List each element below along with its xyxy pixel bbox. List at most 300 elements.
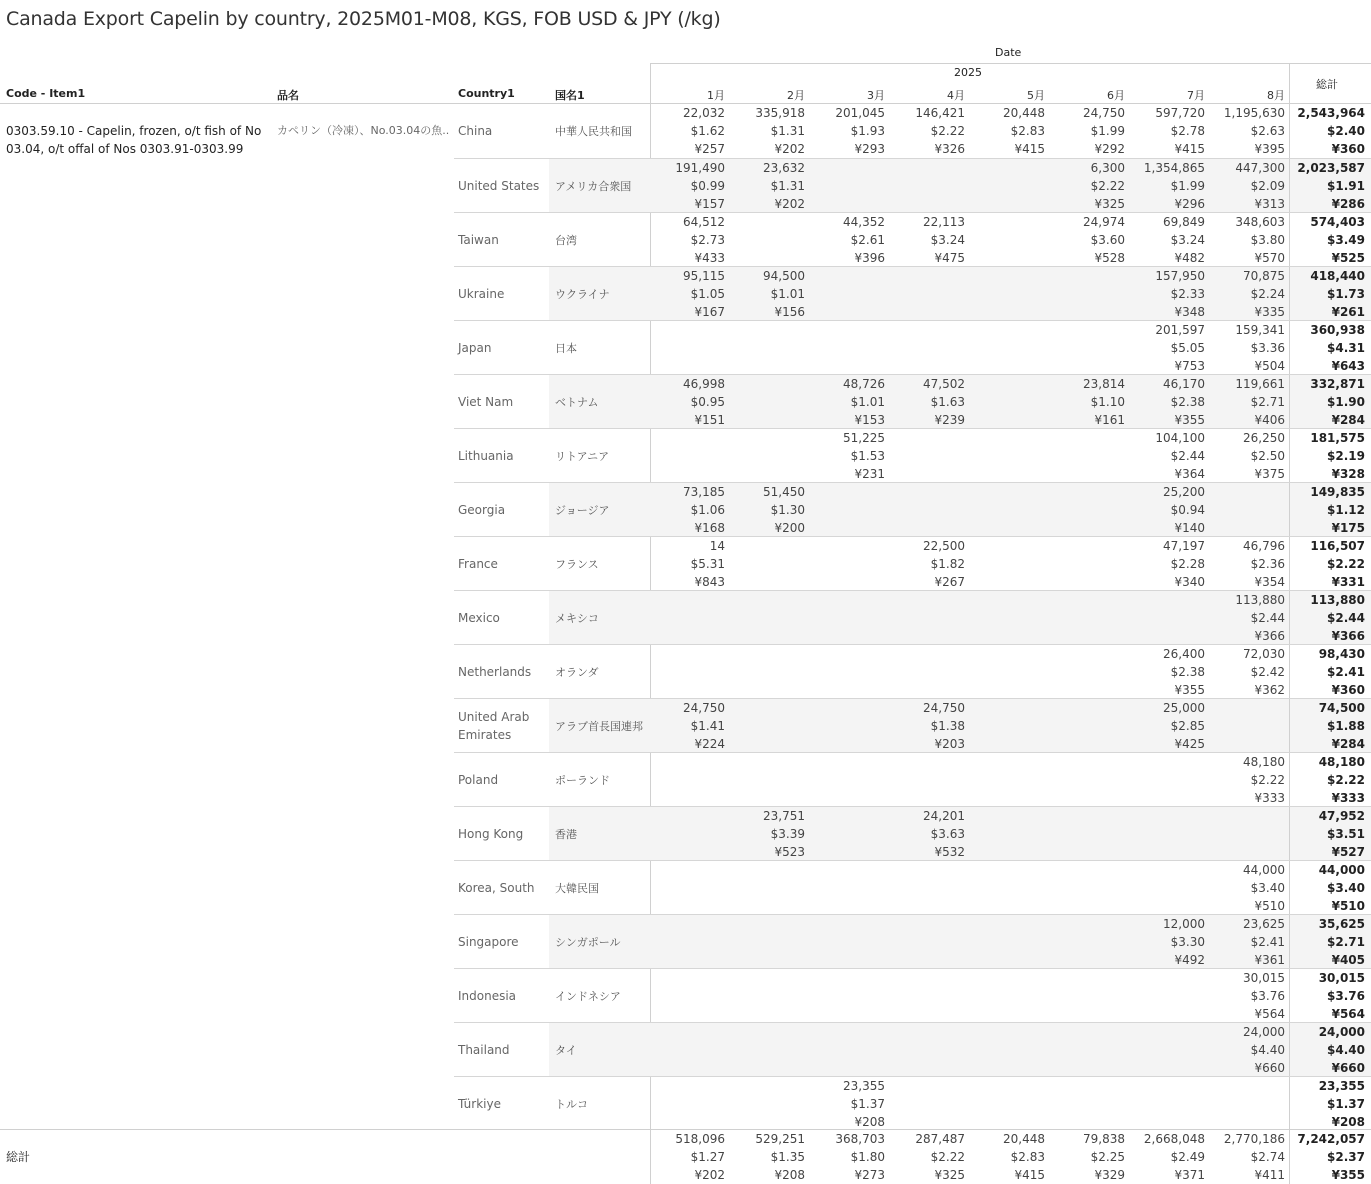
data-cell bbox=[967, 321, 1045, 375]
value-kg: 24,201 bbox=[923, 809, 965, 823]
value-kg: 597,720 bbox=[1155, 106, 1205, 120]
value-kg: 2,668,048 bbox=[1143, 1132, 1205, 1146]
value-usd bbox=[1047, 1041, 1125, 1059]
value-usd bbox=[647, 933, 725, 951]
value-jpy bbox=[967, 1059, 1045, 1077]
value-jpy: ¥348 bbox=[1174, 305, 1205, 319]
value-jpy: ¥843 bbox=[694, 575, 725, 589]
table-row bbox=[454, 266, 1371, 321]
value-jpy bbox=[887, 357, 965, 375]
item-code-line1: 0303.59.10 - Capelin, frozen, o/t fish of No bbox=[6, 124, 262, 138]
value-usd bbox=[807, 825, 885, 843]
value-jpy: ¥325 bbox=[934, 1168, 965, 1182]
value-usd: $1.37 bbox=[850, 1097, 885, 1111]
value-usd: $2.28 bbox=[1170, 557, 1205, 571]
value-jpy bbox=[727, 789, 805, 807]
value-jpy bbox=[887, 951, 965, 969]
value-usd: $2.22 bbox=[930, 1150, 965, 1164]
value-usd: $0.94 bbox=[1170, 503, 1205, 517]
value-kg bbox=[1207, 807, 1285, 825]
value-kg bbox=[887, 267, 965, 285]
value-jpy: ¥528 bbox=[1094, 251, 1125, 265]
value-usd: $3.76 bbox=[1327, 989, 1365, 1003]
data-cell bbox=[1207, 1023, 1285, 1077]
value-usd: $2.78 bbox=[1170, 124, 1205, 138]
data-cell bbox=[1207, 915, 1285, 969]
value-usd: $2.85 bbox=[1170, 719, 1205, 733]
value-jpy: ¥355 bbox=[1331, 1168, 1365, 1182]
value-usd: $2.44 bbox=[1250, 611, 1285, 625]
value-usd: $1.90 bbox=[1327, 395, 1365, 409]
value-jpy: ¥564 bbox=[1254, 1007, 1285, 1021]
value-jpy bbox=[967, 303, 1045, 321]
value-jpy: ¥371 bbox=[1174, 1168, 1205, 1182]
country-name-ja: 中華人民共和国 bbox=[555, 125, 632, 138]
value-kg bbox=[887, 1077, 965, 1095]
country-name: Türkiye bbox=[458, 1097, 501, 1111]
data-cell bbox=[967, 267, 1045, 321]
value-usd: $1.82 bbox=[930, 557, 965, 571]
value-usd: $2.71 bbox=[1250, 395, 1285, 409]
value-kg: 20,448 bbox=[1003, 106, 1045, 120]
value-usd bbox=[807, 501, 885, 519]
value-usd bbox=[887, 501, 965, 519]
value-kg bbox=[807, 483, 885, 501]
table-row bbox=[454, 374, 1371, 429]
value-usd bbox=[807, 555, 885, 573]
data-cell bbox=[647, 537, 725, 591]
data-cell bbox=[1047, 483, 1125, 537]
value-kg: 368,703 bbox=[835, 1132, 885, 1146]
value-usd bbox=[647, 663, 725, 681]
date-header: Date bbox=[995, 46, 1022, 59]
value-kg bbox=[1047, 807, 1125, 825]
value-kg: 22,113 bbox=[923, 215, 965, 229]
value-kg: 47,502 bbox=[923, 377, 965, 391]
month-header: 5月 bbox=[1027, 89, 1045, 102]
data-cell bbox=[807, 375, 885, 429]
value-kg bbox=[967, 645, 1045, 663]
value-kg bbox=[1047, 645, 1125, 663]
data-cell bbox=[1207, 483, 1285, 537]
value-jpy: ¥361 bbox=[1254, 953, 1285, 967]
value-usd: $1.10 bbox=[1090, 395, 1125, 409]
value-kg: 46,796 bbox=[1243, 539, 1285, 553]
value-kg bbox=[1047, 591, 1125, 609]
value-kg: 46,998 bbox=[683, 377, 725, 391]
value-usd bbox=[727, 447, 805, 465]
value-jpy bbox=[967, 843, 1045, 861]
data-cell bbox=[887, 213, 965, 267]
value-kg bbox=[1127, 1023, 1205, 1041]
value-usd: $2.36 bbox=[1250, 557, 1285, 571]
data-cell bbox=[1047, 861, 1125, 915]
value-usd: $1.93 bbox=[850, 124, 885, 138]
value-kg: 418,440 bbox=[1310, 269, 1365, 283]
value-jpy: ¥200 bbox=[774, 521, 805, 535]
value-kg: 1,354,865 bbox=[1143, 161, 1205, 175]
value-jpy bbox=[887, 789, 965, 807]
value-jpy bbox=[807, 627, 885, 645]
value-usd bbox=[727, 339, 805, 357]
row-total-cell bbox=[1287, 375, 1365, 429]
value-jpy: ¥208 bbox=[774, 1168, 805, 1182]
value-usd bbox=[1047, 501, 1125, 519]
data-cell bbox=[727, 213, 805, 267]
value-usd: $2.24 bbox=[1250, 287, 1285, 301]
value-usd bbox=[967, 555, 1045, 573]
table-row bbox=[454, 806, 1371, 861]
value-usd: $5.31 bbox=[690, 557, 725, 571]
value-usd bbox=[887, 771, 965, 789]
value-jpy bbox=[887, 303, 965, 321]
country-name-ja: 台湾 bbox=[555, 234, 577, 247]
data-cell bbox=[887, 321, 965, 375]
data-cell bbox=[647, 1023, 725, 1077]
value-usd: $3.76 bbox=[1250, 989, 1285, 1003]
value-usd bbox=[1047, 1095, 1125, 1113]
value-jpy bbox=[807, 1059, 885, 1077]
data-cell bbox=[807, 1023, 885, 1077]
value-kg: 113,880 bbox=[1235, 593, 1285, 607]
value-kg bbox=[967, 807, 1045, 825]
value-usd bbox=[1127, 987, 1205, 1005]
value-jpy: ¥313 bbox=[1254, 197, 1285, 211]
data-cell bbox=[807, 807, 885, 861]
value-kg: 24,750 bbox=[923, 701, 965, 715]
data-cell bbox=[967, 483, 1045, 537]
data-cell bbox=[727, 483, 805, 537]
value-jpy bbox=[807, 1005, 885, 1023]
value-jpy bbox=[1127, 897, 1205, 915]
value-jpy bbox=[887, 519, 965, 537]
value-jpy: ¥360 bbox=[1331, 142, 1365, 156]
data-cell bbox=[727, 537, 805, 591]
value-usd bbox=[967, 609, 1045, 627]
value-jpy: ¥224 bbox=[694, 737, 725, 751]
value-jpy bbox=[727, 897, 805, 915]
value-jpy: ¥570 bbox=[1254, 251, 1285, 265]
row-total-cell bbox=[1287, 429, 1365, 483]
value-jpy bbox=[727, 465, 805, 483]
value-usd bbox=[1127, 1041, 1205, 1059]
data-cell bbox=[1207, 321, 1285, 375]
data-cell bbox=[647, 321, 725, 375]
value-jpy bbox=[727, 951, 805, 969]
value-kg bbox=[1047, 753, 1125, 771]
value-jpy bbox=[727, 681, 805, 699]
data-cell bbox=[1047, 753, 1125, 807]
value-jpy bbox=[647, 465, 725, 483]
data-cell bbox=[1207, 645, 1285, 699]
data-cell bbox=[727, 591, 805, 645]
value-usd: $2.38 bbox=[1170, 665, 1205, 679]
value-usd: $5.05 bbox=[1170, 341, 1205, 355]
value-usd: $3.24 bbox=[1170, 233, 1205, 247]
value-usd bbox=[807, 177, 885, 195]
value-kg bbox=[807, 915, 885, 933]
value-usd bbox=[1047, 555, 1125, 573]
value-kg bbox=[727, 645, 805, 663]
value-jpy: ¥482 bbox=[1174, 251, 1205, 265]
table-row bbox=[454, 914, 1371, 969]
value-usd bbox=[727, 1095, 805, 1113]
country-name-ja: ジョージア bbox=[555, 504, 610, 517]
value-usd bbox=[967, 879, 1045, 897]
data-cell bbox=[727, 807, 805, 861]
value-jpy: ¥167 bbox=[694, 305, 725, 319]
data-cell bbox=[1127, 104, 1205, 158]
value-jpy: ¥643 bbox=[1331, 359, 1365, 373]
value-usd bbox=[647, 609, 725, 627]
row-total-cell bbox=[1287, 645, 1365, 699]
value-jpy: ¥355 bbox=[1174, 683, 1205, 697]
value-jpy bbox=[967, 789, 1045, 807]
value-usd: $2.42 bbox=[1250, 665, 1285, 679]
value-kg bbox=[887, 429, 965, 447]
value-usd bbox=[1047, 987, 1125, 1005]
value-usd bbox=[967, 825, 1045, 843]
value-kg bbox=[1047, 267, 1125, 285]
value-jpy: ¥364 bbox=[1174, 467, 1205, 481]
value-usd: $1.31 bbox=[770, 124, 805, 138]
value-kg: 2,770,186 bbox=[1223, 1132, 1285, 1146]
data-cell bbox=[887, 753, 965, 807]
value-jpy: ¥340 bbox=[1174, 575, 1205, 589]
value-usd bbox=[647, 1095, 725, 1113]
value-kg bbox=[807, 969, 885, 987]
data-cell bbox=[647, 159, 725, 213]
value-kg: 12,000 bbox=[1163, 917, 1205, 931]
value-usd bbox=[967, 1041, 1045, 1059]
data-cell bbox=[887, 1130, 965, 1184]
country-name-ja: リトアニア bbox=[555, 450, 610, 463]
value-kg bbox=[967, 213, 1045, 231]
value-usd bbox=[647, 825, 725, 843]
value-usd: $2.63 bbox=[1250, 124, 1285, 138]
data-cell bbox=[1207, 213, 1285, 267]
value-usd bbox=[887, 339, 965, 357]
value-usd bbox=[1207, 1095, 1285, 1113]
value-kg: 332,871 bbox=[1310, 377, 1365, 391]
value-kg: 574,403 bbox=[1310, 215, 1365, 229]
data-cell bbox=[647, 807, 725, 861]
value-usd: $3.40 bbox=[1327, 881, 1365, 895]
value-kg bbox=[647, 915, 725, 933]
value-jpy bbox=[1047, 951, 1125, 969]
value-jpy bbox=[647, 843, 725, 861]
country-name-ja: 大韓民国 bbox=[555, 882, 599, 895]
table-row bbox=[454, 104, 1371, 158]
data-cell bbox=[807, 861, 885, 915]
value-usd bbox=[967, 663, 1045, 681]
value-usd bbox=[727, 879, 805, 897]
value-jpy: ¥360 bbox=[1331, 683, 1365, 697]
data-cell bbox=[887, 699, 965, 753]
value-usd bbox=[647, 771, 725, 789]
data-cell bbox=[887, 483, 965, 537]
data-cell bbox=[1207, 1077, 1285, 1131]
value-jpy: ¥231 bbox=[854, 467, 885, 481]
value-kg: 30,015 bbox=[1318, 971, 1365, 985]
value-kg: 335,918 bbox=[755, 106, 805, 120]
value-kg: 24,000 bbox=[1318, 1025, 1365, 1039]
data-cell bbox=[807, 321, 885, 375]
value-usd: $2.22 bbox=[1327, 773, 1365, 787]
value-kg: 146,421 bbox=[915, 106, 965, 120]
data-cell bbox=[1047, 807, 1125, 861]
value-jpy bbox=[1047, 519, 1125, 537]
data-cell bbox=[887, 429, 965, 483]
value-kg bbox=[727, 537, 805, 555]
data-cell bbox=[647, 699, 725, 753]
data-cell bbox=[887, 645, 965, 699]
data-cell bbox=[647, 104, 725, 158]
row-total-cell bbox=[1287, 1077, 1365, 1131]
data-cell bbox=[807, 969, 885, 1023]
value-jpy: ¥366 bbox=[1331, 629, 1365, 643]
value-kg bbox=[967, 861, 1045, 879]
value-jpy: ¥395 bbox=[1254, 142, 1285, 156]
data-cell bbox=[807, 537, 885, 591]
year-header: 2025 bbox=[954, 66, 982, 79]
value-kg bbox=[1207, 483, 1285, 501]
data-cell bbox=[1207, 429, 1285, 483]
value-usd: $2.71 bbox=[1327, 935, 1365, 949]
data-cell bbox=[807, 213, 885, 267]
value-jpy: ¥366 bbox=[1254, 629, 1285, 643]
data-cell bbox=[887, 807, 965, 861]
value-jpy: ¥292 bbox=[1094, 142, 1125, 156]
value-usd bbox=[1047, 933, 1125, 951]
value-kg: 94,500 bbox=[763, 269, 805, 283]
value-jpy: ¥532 bbox=[934, 845, 965, 859]
value-jpy: ¥564 bbox=[1331, 1007, 1365, 1021]
value-usd: $1.05 bbox=[690, 287, 725, 301]
data-cell bbox=[647, 429, 725, 483]
value-usd bbox=[887, 987, 965, 1005]
value-kg bbox=[1127, 1077, 1205, 1095]
value-kg: 24,000 bbox=[1243, 1025, 1285, 1039]
value-kg: 2,543,964 bbox=[1297, 106, 1365, 120]
value-usd: $4.31 bbox=[1327, 341, 1365, 355]
value-jpy bbox=[1047, 681, 1125, 699]
value-kg bbox=[967, 699, 1045, 717]
value-kg: 181,575 bbox=[1310, 431, 1365, 445]
data-cell bbox=[727, 969, 805, 1023]
value-jpy: ¥257 bbox=[694, 142, 725, 156]
row-total-cell bbox=[1287, 699, 1365, 753]
data-cell bbox=[807, 159, 885, 213]
value-kg: 30,015 bbox=[1243, 971, 1285, 985]
value-jpy: ¥153 bbox=[854, 413, 885, 427]
data-cell bbox=[967, 537, 1045, 591]
value-kg: 22,500 bbox=[923, 539, 965, 553]
value-usd: $2.50 bbox=[1250, 449, 1285, 463]
value-jpy: ¥510 bbox=[1254, 899, 1285, 913]
value-usd: $1.35 bbox=[770, 1150, 805, 1164]
value-kg bbox=[807, 321, 885, 339]
value-kg bbox=[967, 969, 1045, 987]
value-usd bbox=[887, 609, 965, 627]
row-total-cell bbox=[1287, 104, 1365, 158]
value-kg: 119,661 bbox=[1235, 377, 1285, 391]
value-kg: 7,242,057 bbox=[1297, 1132, 1365, 1146]
value-usd bbox=[967, 717, 1045, 735]
value-usd bbox=[1047, 825, 1125, 843]
data-cell bbox=[887, 1023, 965, 1077]
value-kg bbox=[647, 969, 725, 987]
value-jpy bbox=[727, 1059, 805, 1077]
table-row bbox=[454, 536, 1371, 591]
value-usd bbox=[727, 987, 805, 1005]
value-jpy bbox=[967, 735, 1045, 753]
value-kg: 51,225 bbox=[843, 431, 885, 445]
value-usd bbox=[807, 609, 885, 627]
row-total-cell bbox=[1287, 753, 1365, 807]
value-usd: $2.41 bbox=[1327, 665, 1365, 679]
value-kg bbox=[1127, 753, 1205, 771]
value-kg bbox=[727, 321, 805, 339]
data-cell bbox=[647, 1130, 725, 1184]
value-usd bbox=[1047, 771, 1125, 789]
value-jpy: ¥325 bbox=[1094, 197, 1125, 211]
data-cell bbox=[807, 1077, 885, 1131]
value-kg bbox=[967, 375, 1045, 393]
value-usd: $1.37 bbox=[1327, 1097, 1365, 1111]
month-header: 8月 bbox=[1267, 89, 1285, 102]
value-kg bbox=[647, 1077, 725, 1095]
value-jpy bbox=[967, 357, 1045, 375]
value-jpy bbox=[1047, 1059, 1125, 1077]
data-cell bbox=[887, 969, 965, 1023]
data-cell bbox=[967, 807, 1045, 861]
country-name: China bbox=[458, 124, 493, 138]
value-kg bbox=[1047, 429, 1125, 447]
data-cell bbox=[647, 753, 725, 807]
value-usd: $1.31 bbox=[770, 179, 805, 193]
value-kg: 23,355 bbox=[1318, 1079, 1365, 1093]
value-kg bbox=[1047, 321, 1125, 339]
value-jpy bbox=[887, 465, 965, 483]
value-kg bbox=[807, 699, 885, 717]
value-jpy bbox=[887, 897, 965, 915]
value-usd: $1.12 bbox=[1327, 503, 1365, 517]
value-usd: $1.88 bbox=[1327, 719, 1365, 733]
data-cell bbox=[1207, 807, 1285, 861]
row-total-cell bbox=[1287, 861, 1365, 915]
row-total-cell bbox=[1287, 537, 1365, 591]
value-usd bbox=[647, 987, 725, 1005]
value-jpy bbox=[887, 1059, 965, 1077]
value-jpy bbox=[1047, 789, 1125, 807]
country-name: United States bbox=[458, 179, 540, 193]
value-jpy: ¥331 bbox=[1331, 575, 1365, 589]
data-cell bbox=[887, 915, 965, 969]
country-name: Georgia bbox=[458, 503, 506, 517]
data-cell bbox=[1207, 699, 1285, 753]
value-kg: 46,170 bbox=[1163, 377, 1205, 391]
value-kg: 24,750 bbox=[1083, 106, 1125, 120]
value-usd bbox=[807, 663, 885, 681]
table-row bbox=[454, 752, 1371, 807]
value-jpy: ¥660 bbox=[1331, 1061, 1365, 1075]
value-kg bbox=[807, 861, 885, 879]
country-name-ja: アメリカ合衆国 bbox=[555, 180, 632, 193]
value-jpy bbox=[647, 897, 725, 915]
value-jpy bbox=[967, 681, 1045, 699]
value-jpy bbox=[807, 681, 885, 699]
